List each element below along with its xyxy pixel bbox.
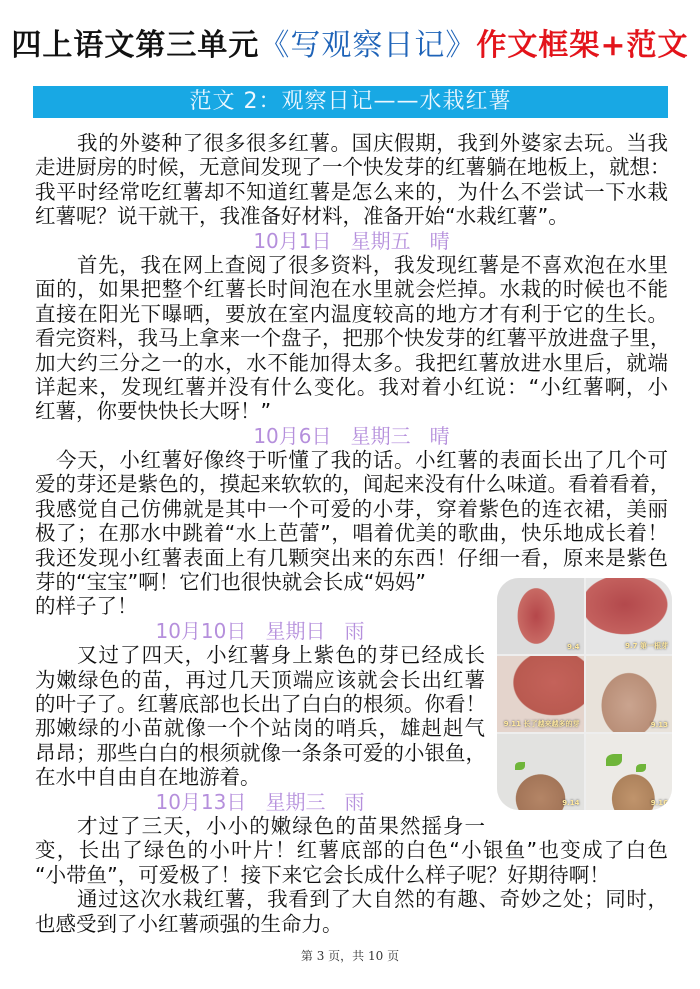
paragraph-line: 为嫩绿色的苗，再过几天顶端应该就会长出红薯 [35,667,485,692]
paragraph-line: 又过了四天，小红薯身上紫色的芽已经成长 [77,643,485,668]
paragraph-line: 我感觉自己仿佛就是其中一个可爱的小芽，穿着紫色的连衣裙，美丽 [35,496,668,521]
paragraph-line: 才过了三天，小小的嫩绿色的苗果然摇身一 [77,813,485,838]
title-topic: 《写观察日记》 [259,28,477,63]
paragraph-line: 走进厨房的时候，无意间发现了一个快发芽的红薯躺在地板上，就想： [35,155,671,180]
paragraph-line: 我平时经常吃红薯却不知道红薯是怎么来的，为什么不尝试一下水栽 [35,179,668,204]
paragraph-line: 详起来，发现红薯并没有什么变化。我对着小红说：“小红薯啊，小 [35,374,668,399]
sweet-potato-photo-collage [497,578,672,810]
paragraph-line: 我还发现小红薯表面上有几颗突出来的东西！仔细一看，原来是紫色 [35,545,668,570]
paragraph-line: 的叶子了。红薯底部也长出了白白的根须。你看！ [35,691,486,716]
paragraph-line: 在水中自由自在地游着。 [35,765,261,790]
paragraph-line: 首先，我在网上查阅了很多资料，我发现红薯是不喜欢泡在水里 [77,252,668,277]
paragraph-line: 也感受到了小红薯顽强的生命力。 [35,911,343,936]
photo-day-3 [497,656,584,732]
photo-caption: 9.7 第一根芽 [625,642,668,650]
paragraph-line: 变，长出了绿色的小叶片！红薯底部的白色“小银鱼”也变成了白色 [35,838,668,863]
paragraph-line: 那嫩绿的小苗就像一个个站岗的哨兵，雄赳赳气 [35,716,485,741]
diary-date-heading: 10月13日 星期三 雨 [155,789,365,814]
leaf-icon [515,762,525,770]
photo-caption: 9.16 [650,799,668,807]
photo-day-1 [497,578,584,654]
document-title [0,26,700,66]
paragraph-line: 看完资料，我马上拿来一个盘子，把那个快发芽的红薯平放进盘子里， [35,326,671,351]
title-unit: 四上语文第三单元 [11,28,260,63]
photo-caption: 9.14 [562,799,580,807]
title-suffix: 作文框架+范文 [476,28,689,63]
paragraph-line: 通过这次水栽红薯，我看到了大自然的有趣、奇妙之处；同时， [77,887,668,912]
photo-caption: 9.11 长了越来越多的芽 [503,720,580,728]
paragraph-line: 极了；在那水中跳着“水上芭蕾”，唱着优美的歌曲，快乐地成长着！ [35,521,668,546]
page-number: 第 3 页，共 10 页 [300,949,400,963]
leaf-icon [636,764,646,772]
leaf-icon [606,754,622,766]
essay-body [35,131,671,936]
photo-day-2 [586,578,673,654]
photo-day-5 [497,734,584,810]
paragraph-line: “小带鱼”，可爱极了！接下来它会长成什么样子呢？好期待啊！ [35,862,610,887]
paragraph-line: 今天，小红薯好像终于听懂了我的话。小红薯的表面长出了几个可 [56,448,668,473]
diary-date-heading: 10月1日 星期五 晴 [253,228,450,253]
photo-day-6 [586,734,673,810]
paragraph-line: 加大约三分之一的水，水不能加得太多。我把红薯放进水里后，就端 [35,350,668,375]
photo-caption: 9.13 [650,721,668,729]
paragraph-line: 芽的“宝宝”啊！它们也很快就会长成“妈妈” [35,570,426,595]
photo-day-4 [586,656,673,732]
photo-caption: 9.4 [567,643,580,651]
paragraph-line: 红薯，你要快快长大呀！” [35,399,272,424]
paragraph-line: 红薯呢？说干就干，我准备好材料，准备开始“水栽红薯”。 [35,204,569,229]
paragraph-line: 的样子了！ [35,594,138,619]
paragraph-line: 爱的芽还是紫色的，摸起来软软的，闻起来没有什么味道。看着看着， [35,472,671,497]
paragraph-line: 昂昂；那些白白的根须就像一条条可爱的小银鱼， [35,740,486,765]
paragraph-line: 面的，如果把整个红薯长时间泡在水里就会烂掉。水栽的时候也不能 [35,277,668,302]
diary-date-heading: 10月6日 星期三 晴 [253,423,450,448]
diary-date-heading: 10月10日 星期日 雨 [155,618,365,643]
paragraph-line: 我的外婆种了很多很多红薯。国庆假期，我到外婆家去玩。当我 [77,131,668,155]
section-banner: 范文 2：观察日记——水栽红薯 [33,86,668,118]
paragraph-line: 直接在阳光下曝晒，要放在室内温度较高的地方才有利于它的生长。 [35,301,668,326]
